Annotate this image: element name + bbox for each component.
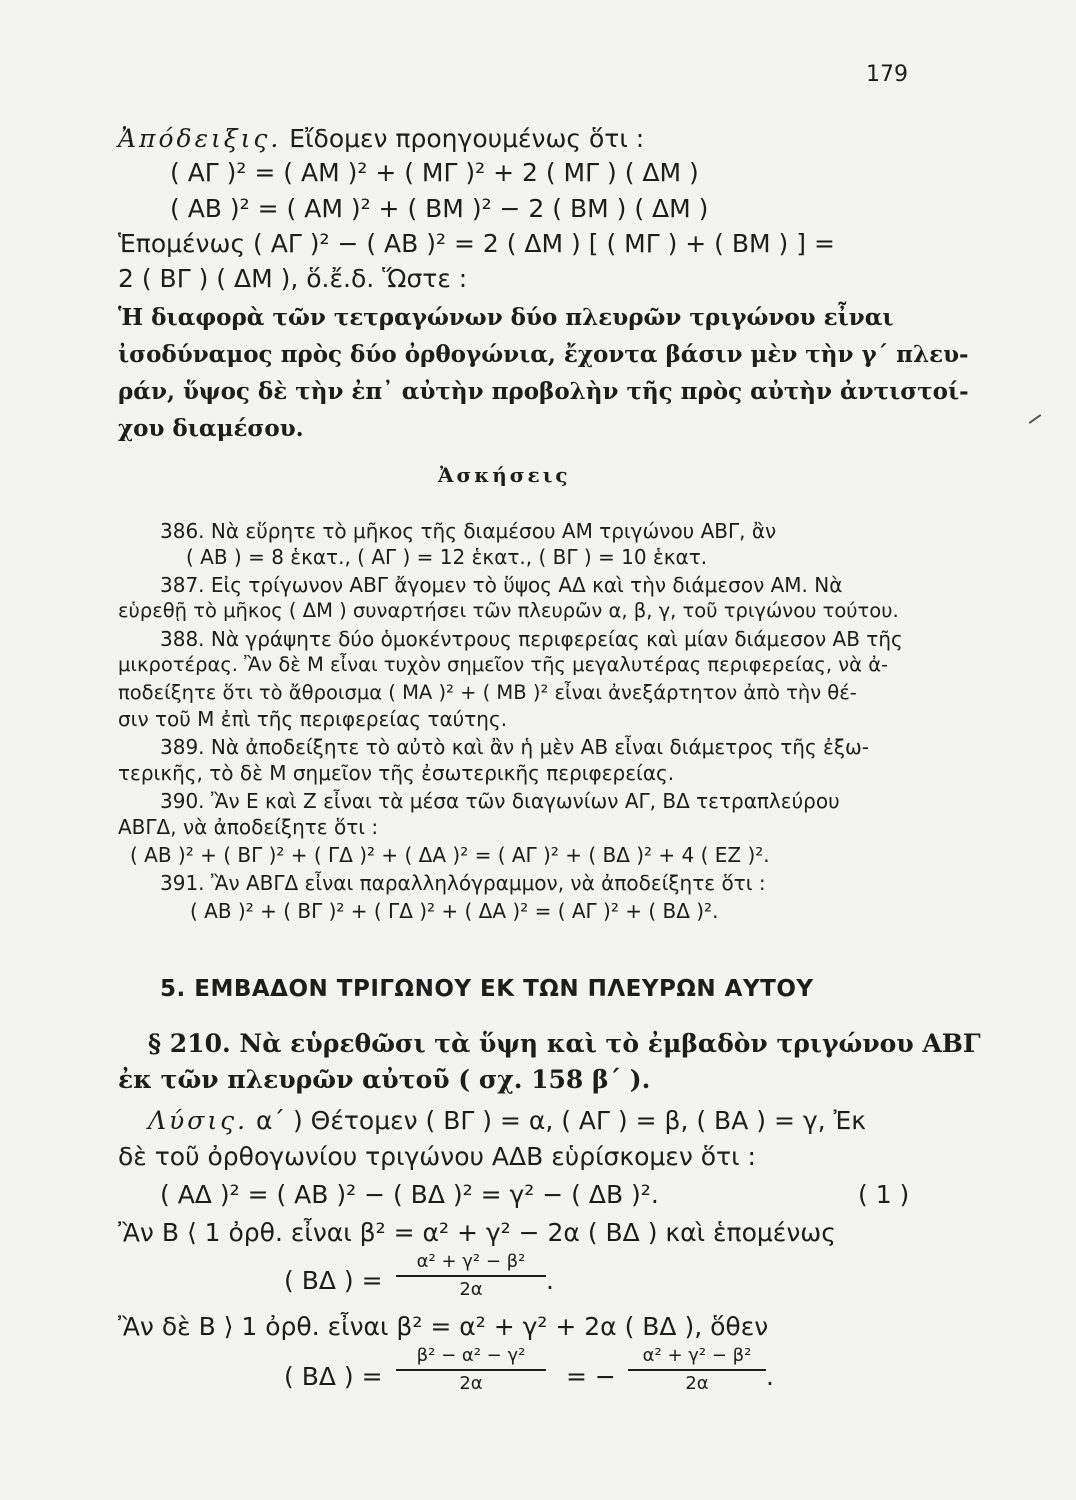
exercise-391-equation: ( ΑΒ )² + ( ΒΓ )² + ( ΓΔ )² + ( ΔΑ )² = ( ΑΓ )² + ( ΒΔ )².: [190, 899, 719, 923]
exercise-388-line-3: ποδείξητε ὅτι τὸ ἄθροισμα ( ΜΑ )² + ( ΜΒ )² εἶναι ἀνεξάρτητον ἀπὸ τὴν θέ-: [118, 681, 857, 704]
exercise-387-line-2: εὑρεθῇ τὸ μῆκος ( ΔΜ ) συναρτήσει τῶν πλευρῶν α, β, γ, τοῦ τριγώνου τούτου.: [118, 599, 899, 622]
theorem-line-2: ἰσοδύναμος πρὸς δύο ὀρθογώνια, ἔχοντα βάσιν μὲν τὴν γ΄ πλευ-: [118, 341, 969, 368]
fraction-2-lhs: ( ΒΔ ) =: [284, 1362, 383, 1391]
section-heading: 5. ΕΜΒΑΔΟΝ ΤΡΙΓΩΝΟΥ ΕΚ ΤΩΝ ΠΛΕΥΡΩΝ ΑΥΤΟΥ: [160, 976, 814, 1002]
solution-line-1: [148, 1106, 866, 1136]
fraction-3-bar: [628, 1369, 766, 1371]
theorem-line-3: ράν, ὕψος δὲ τὴν ἐπ᾽ αὐτὴν προβολὴν τῆς πρὸς αὐτὴν ἀντιστοί-: [118, 378, 969, 405]
proof-intro: Εἴδομεν προηγουμένως ὅτι :: [289, 124, 645, 153]
fraction-2-bar: [396, 1369, 546, 1371]
fraction-1: [396, 1252, 546, 1300]
exercises-title: Ἀσκήσεις: [438, 463, 571, 487]
solution-label: Λύσις.: [148, 1106, 249, 1135]
solution-line-4: Ἂν Β ⟨ 1 ὀρθ. εἶναι β² = α² + γ² − 2α ( ΒΔ ) καὶ ἑπομένως: [118, 1218, 836, 1247]
fraction-1-bar: [396, 1275, 546, 1277]
paragraph-210-line-2: ἐκ τῶν πλευρῶν αὐτοῦ ( σχ. 158 β΄ ).: [118, 1065, 651, 1094]
fraction-3-denominator: 2α: [685, 1373, 709, 1394]
exercise-388-line-4: σιν τοῦ Μ ἐπὶ τῆς περιφερείας ταύτης.: [118, 707, 508, 731]
fraction-2-numerator: β² − α² − γ²: [416, 1345, 526, 1366]
theorem-line-1: Ἡ διαφορὰ τῶν τετραγώνων δύο πλευρῶν τριγώνου εἶναι: [118, 304, 894, 331]
solution-line-2: δὲ τοῦ ὀρθογωνίου τριγώνου ΑΔΒ εὑρίσκομεν ὅτι :: [118, 1142, 756, 1171]
fraction-1-numerator: α² + γ² − β²: [416, 1251, 526, 1272]
paragraph-210-line-1: § 210. Νὰ εὑρεθῶσι τὰ ὕψη καὶ τὸ ἐμβαδὸν τριγώνου ΑΒΓ: [148, 1029, 981, 1058]
exercise-391-line-1: 391. Ἂν ΑΒΓΔ εἶναι παραλληλόγραμμον, νὰ ἀποδείξητε ὅτι :: [160, 871, 766, 895]
exercise-389-line-2: τερικῆς, τὸ δὲ Μ σημεῖον τῆς ἐσωτερικῆς περιφερείας.: [118, 761, 675, 785]
proof-label: Ἀπόδειξις.: [118, 124, 282, 153]
solution-text-1: α΄ ) Θέτομεν ( ΒΓ ) = α, ( ΑΓ ) = β, ( ΒΑ ) = γ, Ἐκ: [256, 1106, 867, 1135]
exercise-388-line-1: 388. Νὰ γράψητε δύο ὁμοκέντρους περιφερείας καὶ μίαν διάμεσον ΑΒ τῆς: [160, 627, 903, 651]
exercise-389-line-1: 389. Νὰ ἀποδείξητε τὸ αὐτὸ καὶ ἂν ἡ μὲν ΑΒ εἶναι διάμετρος τῆς ἐξω-: [160, 735, 869, 759]
solution-line-5: Ἂν δὲ Β ⟩ 1 ὀρθ. εἶναι β² = α² + γ² + 2α ( ΒΔ ), ὅθεν: [118, 1312, 769, 1341]
page-number: 179: [866, 62, 908, 87]
exercise-390-line-1: 390. Ἂν Ε καὶ Ζ εἶναι τὰ μέσα τῶν διαγωνίων ΑΓ, ΒΔ τετραπλεύρου: [160, 789, 840, 813]
fraction-2: [396, 1346, 546, 1394]
fraction-3: [628, 1346, 766, 1394]
proof-equation-2: ( ΑΒ )² = ( ΑΜ )² + ( ΒΜ )² − 2 ( ΒΜ ) ( ΔΜ ): [170, 194, 709, 223]
proof-equation-4: 2 ( ΒΓ ) ( ΔΜ ), ὅ.ἔ.δ. Ὥστε :: [118, 264, 468, 293]
fraction-2-denominator: 2α: [459, 1373, 483, 1394]
proof-equation-1: ( ΑΓ )² = ( ΑΜ )² + ( ΜΓ )² + 2 ( ΜΓ ) ( ΔΜ ): [170, 158, 699, 187]
exercise-387-line-1: 387. Εἰς τρίγωνον ΑΒΓ ἄγομεν τὸ ὕψος ΑΔ καὶ τὴν διάμεσον ΑΜ. Νὰ: [160, 573, 843, 597]
fraction-3-numerator: α² + γ² − β²: [642, 1345, 752, 1366]
exercise-390-equation: ( ΑΒ )² + ( ΒΓ )² + ( ΓΔ )² + ( ΔΑ )² = ( ΑΓ )² + ( ΒΔ )² + 4 ( ΕΖ )².: [130, 843, 770, 867]
equation-number: ( 1 ): [858, 1180, 910, 1209]
fraction-2-mid: = −: [566, 1362, 616, 1391]
exercise-386-line-1: 386. Νὰ εὕρητε τὸ μῆκος τῆς διαμέσου ΑΜ τριγώνου ΑΒΓ, ἂν: [160, 519, 777, 543]
proof-equation-3: Ἑπομένως ( ΑΓ )² − ( ΑΒ )² = 2 ( ΔΜ ) [ ( ΜΓ ) + ( ΒΜ ) ] =: [118, 229, 835, 258]
exercise-388-line-2: μικροτέρας. Ἂν δὲ Μ εἶναι τυχὸν σημεῖον τῆς μεγαλυτέρας περιφερείας, νὰ ἀ-: [118, 653, 889, 676]
fraction-1-denominator: 2α: [459, 1279, 483, 1300]
margin-pencil-mark: [1029, 414, 1042, 424]
exercise-390-line-2: ΑΒΓΔ, νὰ ἀποδείξητε ὅτι :: [118, 815, 379, 839]
solution-line-3: ( ΑΔ )² = ( ΑΒ )² − ( ΒΔ )² = γ² − ( ΔΒ )².: [160, 1180, 659, 1209]
fraction-3-end: .: [766, 1362, 774, 1391]
fraction-1-lhs: ( ΒΔ ) =: [284, 1266, 383, 1295]
exercise-386-line-2: ( ΑΒ ) = 8 ἑκατ., ( ΑΓ ) = 12 ἑκατ., ( ΒΓ ) = 10 ἑκατ.: [186, 545, 708, 569]
fraction-1-end: .: [546, 1266, 554, 1295]
theorem-line-4: χου διαμέσου.: [118, 415, 304, 442]
proof-intro-line: [118, 124, 644, 154]
